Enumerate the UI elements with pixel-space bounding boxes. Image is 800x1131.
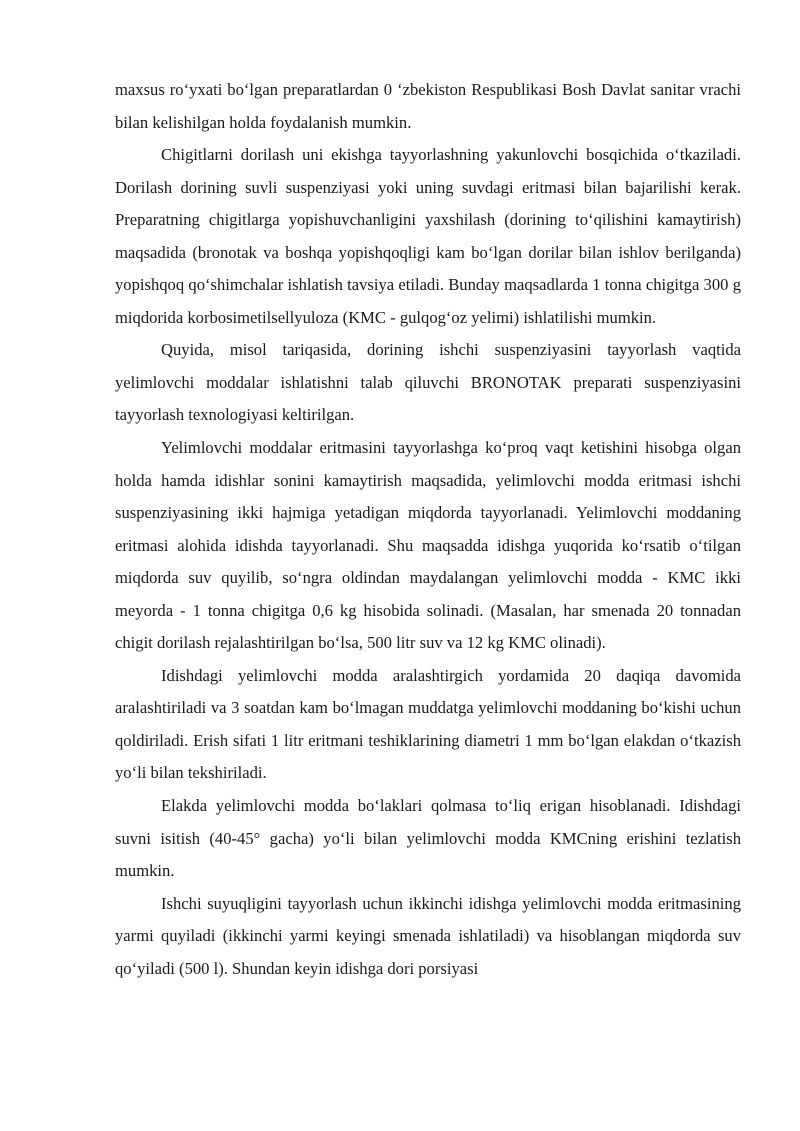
paragraph-3: Quyida, misol tariqasida, dorining ishchi suspenziyasini tayyorlash vaqtida yelimlovchi moddalar ishlatishni talab qiluvchi BRONOTAK preparati suspenziyasini tayyorlash texnologiyasi keltirilgan. bbox=[115, 340, 741, 425]
paragraph-5: Idishdagi yelimlovchi modda aralashtirgich yordamida 20 daqiqa davomida aralashtiriladi va 3 soatdan kam bo‘lmagan muddatga yelimlovchi moddaning bo‘kishi uchun qoldiriladi. Erish sifati 1 litr eritmani teshiklarining diametri 1 mm bo‘lgan elakdan o‘tkazish yo‘li bilan tekshiriladi. bbox=[115, 665, 741, 783]
paragraph-6: Elakda yelimlovchi modda bo‘laklari qolmasa to‘liq erigan hisoblanadi. Idishdagi suvni isitish (40-45° gacha) yo‘li bilan yelimlovchi modda KMCning erishini tezlatish mumkin. bbox=[115, 796, 741, 881]
document-body bbox=[115, 74, 741, 985]
paragraph-7: Ishchi suyuqligini tayyorlash uchun ikkinchi idishga yelimlovchi modda eritmasining yarmi quyiladi (ikkinchi yarmi keyingi smenada ishlatiladi) va hisoblangan miqdorda suv qo‘yiladi (500 l). Shundan keyin idishga dori porsiyasi bbox=[115, 893, 741, 978]
paragraph-2: Chigitlarni dorilash uni ekishga tayyorlashning yakunlovchi bosqichida o‘tkaziladi. Dorilash dorining suvli suspenziyasi yoki uning suvdagi eritmasi bilan bajarilishi kerak. Preparatning chigitlarga yopishuvchanligini yaxshilash (dorining to‘qilishini kamaytirish) maqsadida (bronotak va boshqa yopishqoqligi kam bo‘lgan dorilar bilan ishlov berilganda) yopishqoq qo‘shimchalar ishlatish tavsiya etiladi. Bunday maqsadlarda 1 tonna chigitga 300 g miqdorida korbosimetilsellyuloza (KMC - gulqog‘oz yelimi) ishlatilishi mumkin. bbox=[115, 145, 741, 327]
paragraph-4: Yelimlovchi moddalar eritmasini tayyorlashga ko‘proq vaqt ketishini hisobga olgan holda hamda idishlar sonini kamaytirish maqsadida, yelimlovchi modda eritmasi ishchi suspenziyasining ikki hajmiga yetadigan miqdorda tayyorlanadi. Yelimlovchi moddaning eritmasi alohida idishda tayyorlanadi. Shu maqsadda idishga yuqorida ko‘rsatib o‘tilgan miqdorda suv quyilib, so‘ngra oldindan maydalangan yelimlovchi modda - KMC ikki meyorda - 1 tonna chigitga 0,6 kg hisobida solinadi. (Masalan, har smenada 20 tonnadan chigit dorilash rejalashtirilgan bo‘lsa, 500 litr suv va 12 kg KMC olinadi). bbox=[115, 438, 741, 653]
paragraph-1: maxsus ro‘yxati bo‘lgan preparatlardan 0 ‘zbekiston Respublikasi Bosh Davlat sanitar vrachi bilan kelishilgan holda foydalanish mumkin. bbox=[115, 80, 741, 132]
